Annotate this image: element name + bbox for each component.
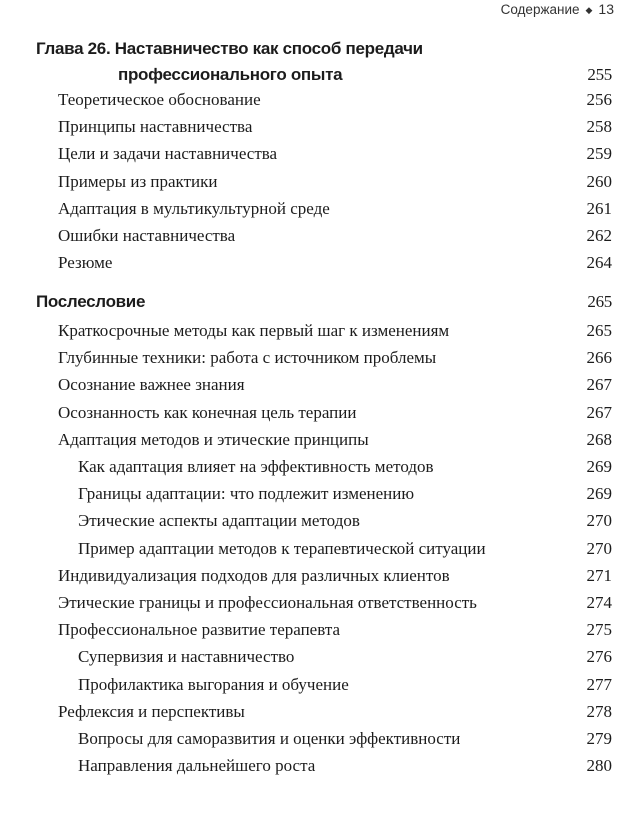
toc-entry[interactable] [0,618,628,642]
toc-entry-title: Цели и задачи наставничества [58,144,278,164]
toc-entry-page: 269 [586,484,612,504]
toc-entry[interactable] [0,224,628,248]
toc-entry-page: 276 [586,647,612,667]
toc-entry[interactable] [0,142,628,166]
toc-entry-page: 261 [586,198,612,218]
toc-entry-title: Вопросы для саморазвития и оценки эффективности [78,729,461,748]
toc-entry-title: Глубинные техники: работа с источником проблемы [58,348,437,368]
toc-entry-page: 274 [586,593,612,612]
toc-entry-page: 267 [586,402,612,422]
chapter-page: 255 [587,65,612,84]
running-header-title: Содержание [500,2,580,17]
toc-entry[interactable] [0,197,628,221]
toc-entry-page: 269 [586,457,612,476]
toc-entry[interactable] [0,170,628,194]
chapter-title-line2: профессионального опыта [118,65,343,84]
toc-entry-title: Профессиональное развитие терапевта [58,620,341,640]
toc-entry[interactable] [0,88,628,112]
toc-entry-title: Профилактика выгорания и обучение [78,674,349,694]
page-number: 13 [598,1,614,17]
toc-entry-page: 271 [586,565,612,585]
toc-entry-page: 258 [586,117,612,137]
toc-entry[interactable] [0,591,628,615]
toc-entry-page: 280 [586,756,612,776]
toc-entry-title: Направления дальнейшего роста [78,756,316,776]
toc-entry-page: 264 [586,253,612,273]
toc-entry-page: 275 [586,620,612,640]
toc-entry-page: 265 [586,321,612,340]
toc-entry[interactable] [0,700,628,724]
toc-entry-page: 260 [586,171,612,191]
afterword-heading [0,290,628,314]
toc-entry[interactable] [0,373,628,397]
toc-entry[interactable] [0,115,628,139]
toc-entry-title: Пример адаптации методов к терапевтической ситуации [78,538,486,558]
toc-entry-title: Рефлексия и перспективы [58,701,245,721]
toc-entry-page: 278 [586,701,612,721]
toc-entry[interactable] [0,754,628,778]
toc-entry[interactable] [0,428,628,452]
toc-entry-page: 262 [586,226,612,245]
toc-entry-title: Ошибки наставничества [58,226,236,245]
toc-entry-title: Границы адаптации: что подлежит изменению [78,484,415,504]
toc-entry-title: Супервизия и наставничество [78,647,295,667]
toc-entry-title: Индивидуализация подходов для различных клиентов [58,565,450,585]
toc-entry-title: Как адаптация влияет на эффективность методов [78,457,434,476]
toc-entry[interactable] [0,509,628,533]
toc-entry[interactable] [0,564,628,588]
toc-entry-title: Адаптация в мультикультурной среде [58,198,330,218]
toc-entry-page: 259 [586,144,612,164]
toc-entry-title: Принципы наставничества [58,117,253,137]
toc-entry-title: Резюме [58,253,113,273]
toc-entry-page: 279 [586,729,612,748]
chapter-heading-line2 [0,63,628,87]
toc-entry[interactable] [0,482,628,506]
toc-entry-title: Адаптация методов и этические принципы [58,429,369,449]
toc-entry[interactable] [0,455,628,479]
toc-entry[interactable] [0,251,628,275]
toc-entry[interactable] [0,319,628,343]
chapter-title-line1: Глава 26. Наставничество как способ передачи [36,39,423,58]
toc-entry-title: Примеры из практики [58,171,218,191]
toc-entry-page: 277 [586,674,612,694]
toc-entry-title: Этические границы и профессиональная ответственность [58,593,477,612]
toc-entry[interactable] [0,727,628,751]
toc-entry-title: Этические аспекты адаптации методов [78,511,360,531]
toc-entry[interactable] [0,673,628,697]
toc-entry-title: Теоретическое обоснование [58,90,261,109]
afterword-page: 265 [587,292,612,311]
toc-entry[interactable] [0,346,628,370]
toc-entry-page: 256 [586,90,612,109]
chapter-heading [0,37,628,61]
toc-entry-page: 270 [586,538,612,558]
afterword-title: Послесловие [36,292,146,311]
toc-entry-title: Осознание важнее знания [58,375,245,395]
toc-entry[interactable] [0,645,628,669]
toc-entry-page: 268 [586,429,612,449]
toc-entry-title: Осознанность как конечная цель терапии [58,402,357,422]
toc-entry[interactable] [0,537,628,561]
diamond-separator-icon: ◆ [585,5,593,15]
running-header [501,1,614,17]
toc-entry[interactable] [0,401,628,425]
toc-entry-page: 270 [586,511,612,531]
toc-entry-title: Краткосрочные методы как первый шаг к изменениям [58,321,450,340]
toc-entry-page: 267 [586,375,612,395]
toc-entry-page: 266 [586,348,612,368]
